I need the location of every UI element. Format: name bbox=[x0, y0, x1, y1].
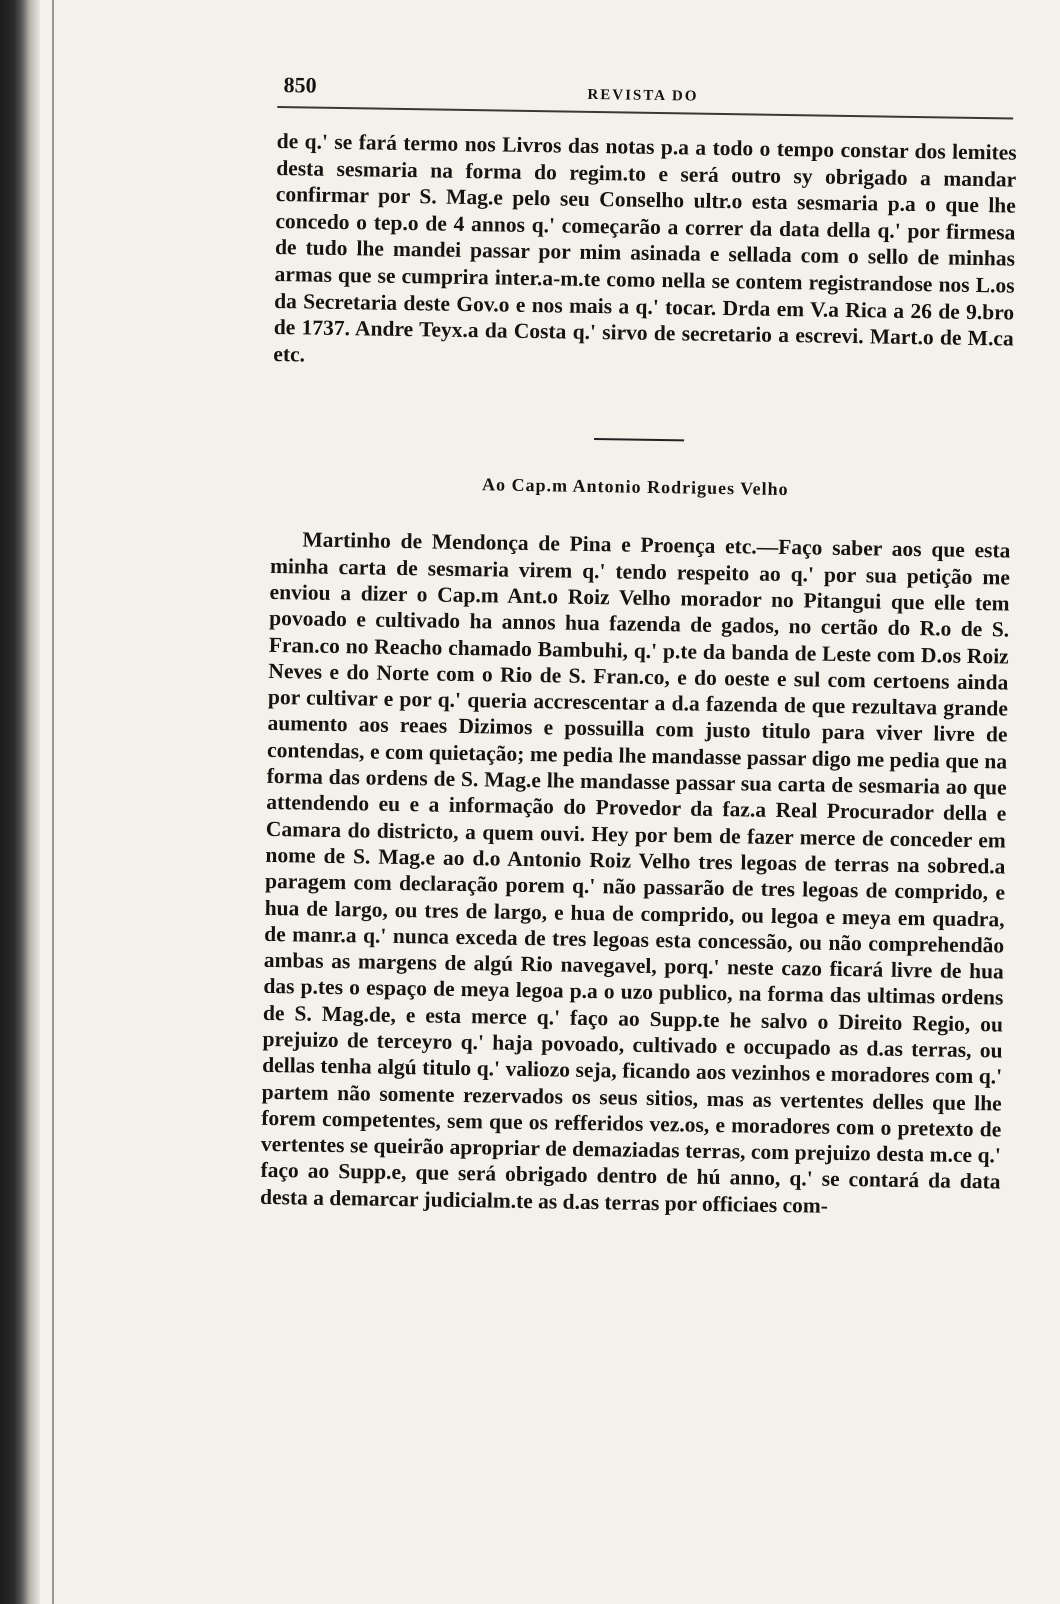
book-binding-shadow bbox=[0, 0, 40, 1604]
page-content bbox=[260, 60, 1018, 1222]
section-divider bbox=[594, 438, 684, 441]
grant-paragraph: Martinho de Mendonça de Pina e Proença etc.—Faço saber aos que esta minha carta de sesmaria virem q.' tendo respeito ao q.' por sua petição me enviou a dizer o Cap.m Ant.o Roiz Velho morador no Pitangui que elle tem povoado e cultivado ha annos hua fazenda de gados, no certão do R.o de S. Fran.co no Reacho chamado Bambuhi, q.' p.te da banda de Leste com D.os Roiz Neves e do Norte com o Rio de S. Fran.co, e do oeste e sul com certoens ainda por cultivar e por q.' queria accrescentar a d.a fazenda de que rezultava grande aumento aos reaes Dizimos e possuilla com justo titulo para viver livre de contendas, e com quietação; me pedia lhe mandasse passar digo me pedia que na forma das ordens de S. Mag.e lhe mandasse passar sua carta de sesmaria ao que attendendo eu e a informação do Provedor da faz.a Real Procurador della e Camara do districto, a quem ouvi. Hey por bem de fazer merce de conceder em nome de S. Mag.e ao d.o Antonio Roiz Velho tres legoas de terras na sobred.a paragem com declaração porem q.' não passarão de tres legoas de comprido, e hua de largo, ou tres de largo, e hua de comprido, ou legoa e meya em quadra, de manr.a q.' nunca exceda de tres legoas esta concessão, ou não comprehendão ambas as margens de algú Rio navegavel, porq.' neste cazo ficará livre de hua das p.tes o espaço de meya legoa p.a o uzo publico, na forma das ultimas ordens de S. Mag.de, e esta merce q.' faço ao Supp.te he salvo o Direito Regio, ou prejuizo de terceyro q.' haja povoado, cultivado e occupado as d.as terras, ou dellas tenha algú titulo q.' valiozo seja, ficando aos vezinhos e moradores com q.' partem não somente rezervados os seus sitios, mas as vertentes delles que lhe forem competentes, sem que os refferidos vez.os, e moradores com o pretexto de vertentes se queirão apropriar de demaziadas terras, com prejuizo desta m.ce q.' faço ao Supp.e, que será obrigado dentro de hú anno, q.' se contará da data desta a demarcar judicialm.te as d.as terras por officiaes com- bbox=[259, 527, 1011, 1218]
header-rule bbox=[277, 106, 1013, 122]
section-heading: Ao Cap.m Antonio Rodrigues Velho bbox=[481, 474, 789, 500]
binding-edge-line bbox=[52, 0, 54, 1604]
continuation-paragraph: de q.' se fará termo nos Livros das notas p.a a todo o tempo constar dos lemites desta sesmaria na forma do regim.to e será outro sy obrigado a mandar confirmar por S. Mag.e pelo seu Conselho ultr.o esta sesmaria p.a o que lhe concedo o tep.o de 4 annos q.' começarão a correr da data della q.' por firmesa de tudo lhe mandei passar por mim asinada e sellada com o sello de minhas armas que se cumprira inter.a-m.te como nella se contem registrandose nos L.os da Secretaria deste Gov.o e nos mais a q.' tocar. Drda em V.a Rica a 26 de 9.bro de 1737. Andre Teyx.a da Costa q.' sirvo de secretario a escrevi. Mart.o de M.ca etc. bbox=[273, 128, 1017, 367]
journal-title: REVISTA DO bbox=[587, 86, 699, 105]
running-header bbox=[277, 60, 1018, 112]
page-number: 850 bbox=[283, 72, 317, 98]
